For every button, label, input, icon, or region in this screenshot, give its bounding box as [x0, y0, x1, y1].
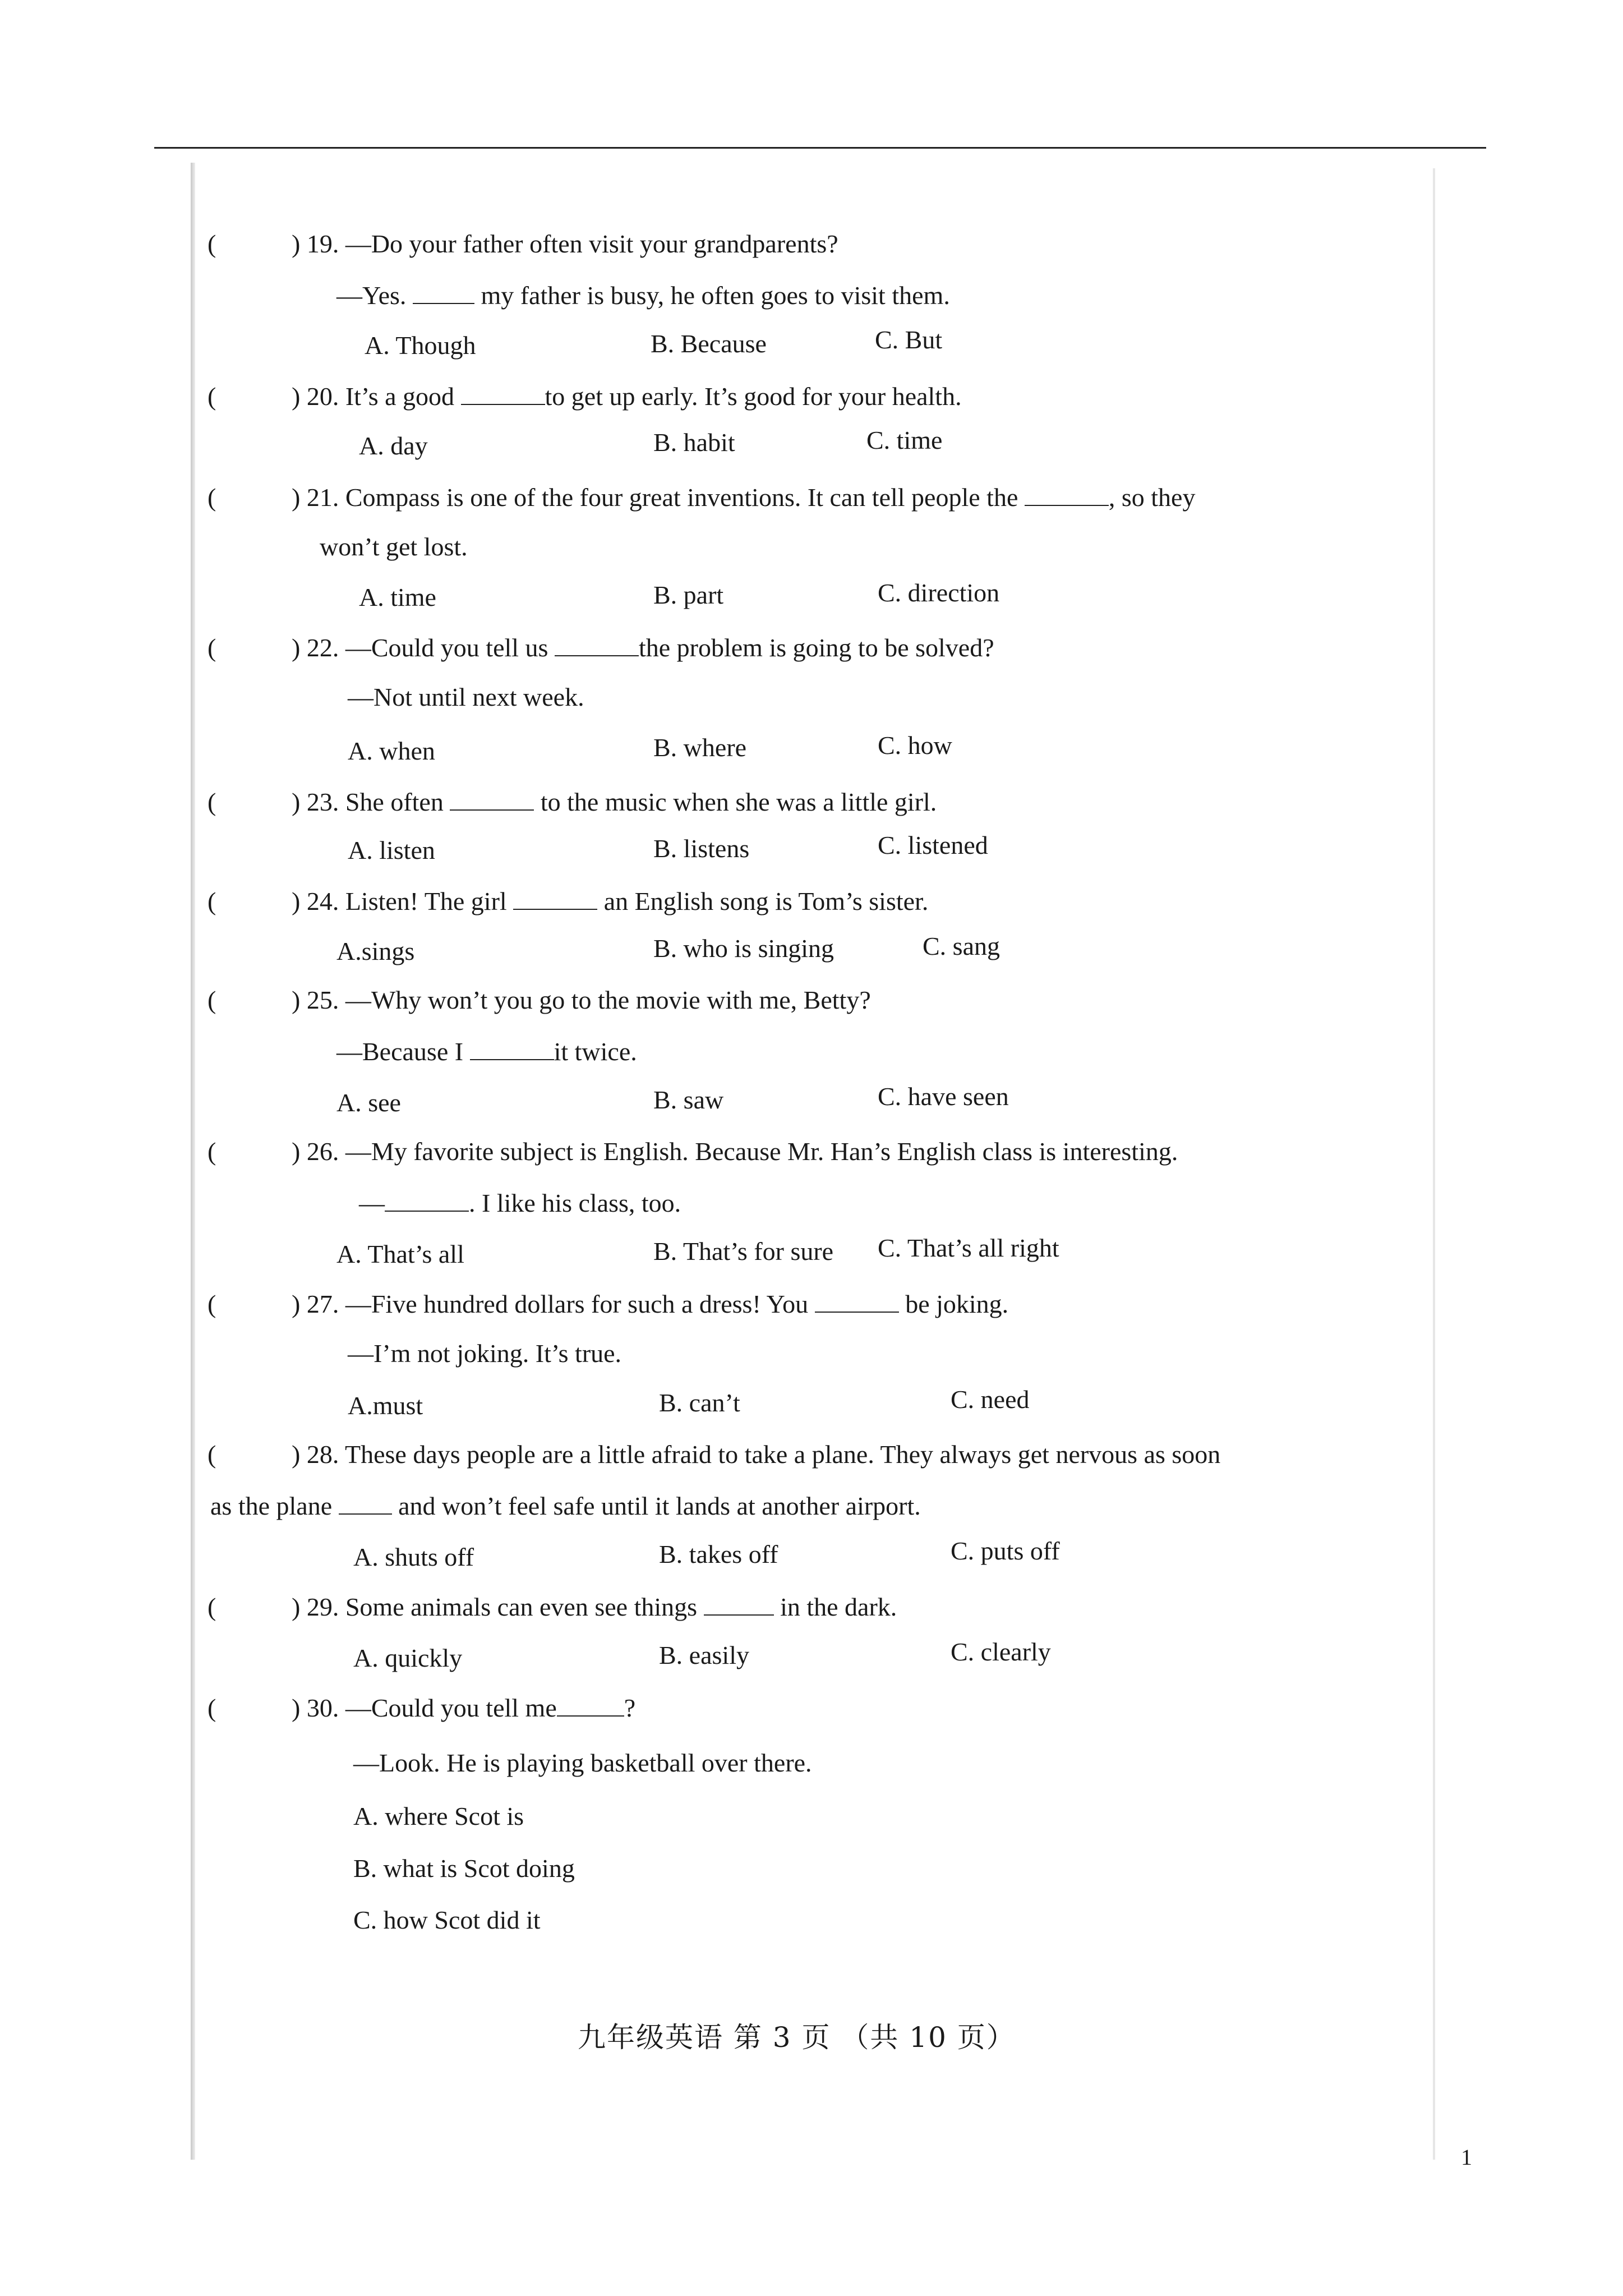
- option-b[interactable]: B. Because: [651, 329, 767, 358]
- option-c[interactable]: C. sang: [923, 932, 1000, 960]
- question-27-line-2: —I’m not joking. It’s true.: [348, 1339, 622, 1368]
- scan-edge-right: [1433, 168, 1435, 2160]
- question-19: ( ) 19. —Do your father often visit your grandparents?: [208, 229, 838, 258]
- question-28: ( ) 28. These days people are a little afraid to take a plane. They always get nervous as soon: [208, 1440, 1221, 1469]
- option-a[interactable]: A. time: [359, 583, 436, 611]
- question-28-line-2: as the plane and won’t feel safe until it lands at another airport.: [210, 1492, 921, 1520]
- answer-blank[interactable]: [461, 383, 545, 405]
- top-rule: [154, 147, 1486, 149]
- option-c[interactable]: C. how: [878, 731, 952, 760]
- option-c[interactable]: C. But: [875, 325, 943, 354]
- option-b[interactable]: B. saw: [653, 1085, 724, 1114]
- question-21-line-2: won’t get lost.: [320, 532, 468, 561]
- option-b[interactable]: B. who is singing: [653, 934, 834, 963]
- option-b[interactable]: B. habit: [653, 428, 735, 457]
- option-b[interactable]: B. can’t: [659, 1388, 740, 1417]
- option-c[interactable]: C. That’s all right: [878, 1234, 1059, 1262]
- question-30-line-2: —Look. He is playing basketball over there.: [353, 1749, 812, 1777]
- question-number: 19.: [306, 229, 339, 258]
- page-footer: 九年级英语 第 3 页 （共 10 页）: [578, 2021, 1016, 2054]
- option-a[interactable]: A.sings: [336, 937, 415, 965]
- option-a[interactable]: A. see: [336, 1088, 401, 1117]
- option-b[interactable]: B. where: [653, 733, 747, 762]
- answer-blank[interactable]: [413, 282, 474, 304]
- question-26-line-2: — . I like his class, too.: [359, 1189, 681, 1217]
- answer-blank[interactable]: [557, 1694, 624, 1717]
- option-b[interactable]: B. takes off: [659, 1540, 778, 1568]
- page-number: 1: [1461, 2145, 1472, 2170]
- answer-blank[interactable]: [450, 788, 534, 811]
- question-30: ( ) 30. —Could you tell me ?: [208, 1694, 636, 1722]
- question-25-line-2: —Because I it twice.: [336, 1037, 637, 1066]
- option-c[interactable]: C. puts off: [951, 1536, 1060, 1565]
- option-a[interactable]: A. Though: [365, 331, 476, 360]
- option-a[interactable]: A. quickly: [353, 1644, 463, 1672]
- option-b[interactable]: B. listens: [653, 834, 750, 863]
- option-c[interactable]: C. direction: [878, 578, 1000, 607]
- answer-blank[interactable]: [385, 1189, 469, 1212]
- option-c[interactable]: C. clearly: [951, 1637, 1051, 1666]
- option-b[interactable]: B. what is Scot doing: [353, 1854, 575, 1883]
- answer-blank[interactable]: [555, 634, 639, 656]
- option-a[interactable]: A. That’s all: [336, 1240, 464, 1268]
- question-27: ( ) 27. —Five hundred dollars for such a dress! You be joking.: [208, 1290, 1009, 1318]
- option-c[interactable]: C. how Scot did it: [353, 1906, 541, 1934]
- scan-edge-left: [191, 163, 195, 2160]
- option-a[interactable]: A. listen: [348, 836, 435, 864]
- question-22: ( ) 22. —Could you tell us the problem is going to be solved?: [208, 633, 994, 662]
- option-c[interactable]: C. time: [866, 426, 943, 454]
- question-19-line-2: —Yes. my father is busy, he often goes to visit them.: [336, 281, 950, 310]
- question-24: ( ) 24. Listen! The girl an English song is Tom’s sister.: [208, 887, 929, 915]
- question-text: —Do your father often visit your grandparents?: [345, 229, 838, 258]
- option-a[interactable]: A. where Scot is: [353, 1802, 524, 1830]
- option-a[interactable]: A. shuts off: [353, 1543, 474, 1571]
- answer-blank[interactable]: [815, 1290, 899, 1313]
- option-a[interactable]: A. when: [348, 737, 435, 765]
- question-20: ( ) 20. It’s a good to get up early. It’s good for your health.: [208, 382, 962, 411]
- option-b[interactable]: B. part: [653, 581, 724, 609]
- option-a[interactable]: A. day: [359, 431, 428, 460]
- answer-blank[interactable]: [513, 887, 597, 910]
- question-22-line-2: —Not until next week.: [348, 683, 584, 711]
- question-26: ( ) 26. —My favorite subject is English. Because Mr. Han’s English class is interesting.: [208, 1137, 1178, 1166]
- question-25: ( ) 25. —Why won’t you go to the movie with me, Betty?: [208, 986, 871, 1014]
- answer-blank[interactable]: [339, 1492, 392, 1515]
- answer-blank[interactable]: [704, 1593, 774, 1616]
- answer-blank[interactable]: [470, 1038, 554, 1060]
- answer-blank[interactable]: [1025, 484, 1109, 506]
- option-b[interactable]: B. That’s for sure: [653, 1237, 834, 1266]
- option-c[interactable]: C. need: [951, 1385, 1030, 1414]
- question-29: ( ) 29. Some animals can even see things in the dark.: [208, 1593, 897, 1621]
- question-21: ( ) 21. Compass is one of the four great inventions. It can tell people the , so they: [208, 483, 1196, 512]
- option-a[interactable]: A.must: [348, 1391, 423, 1420]
- option-b[interactable]: B. easily: [659, 1641, 749, 1669]
- option-c[interactable]: C. have seen: [878, 1082, 1009, 1111]
- question-23: ( ) 23. She often to the music when she was a little girl.: [208, 788, 937, 816]
- option-c[interactable]: C. listened: [878, 831, 988, 859]
